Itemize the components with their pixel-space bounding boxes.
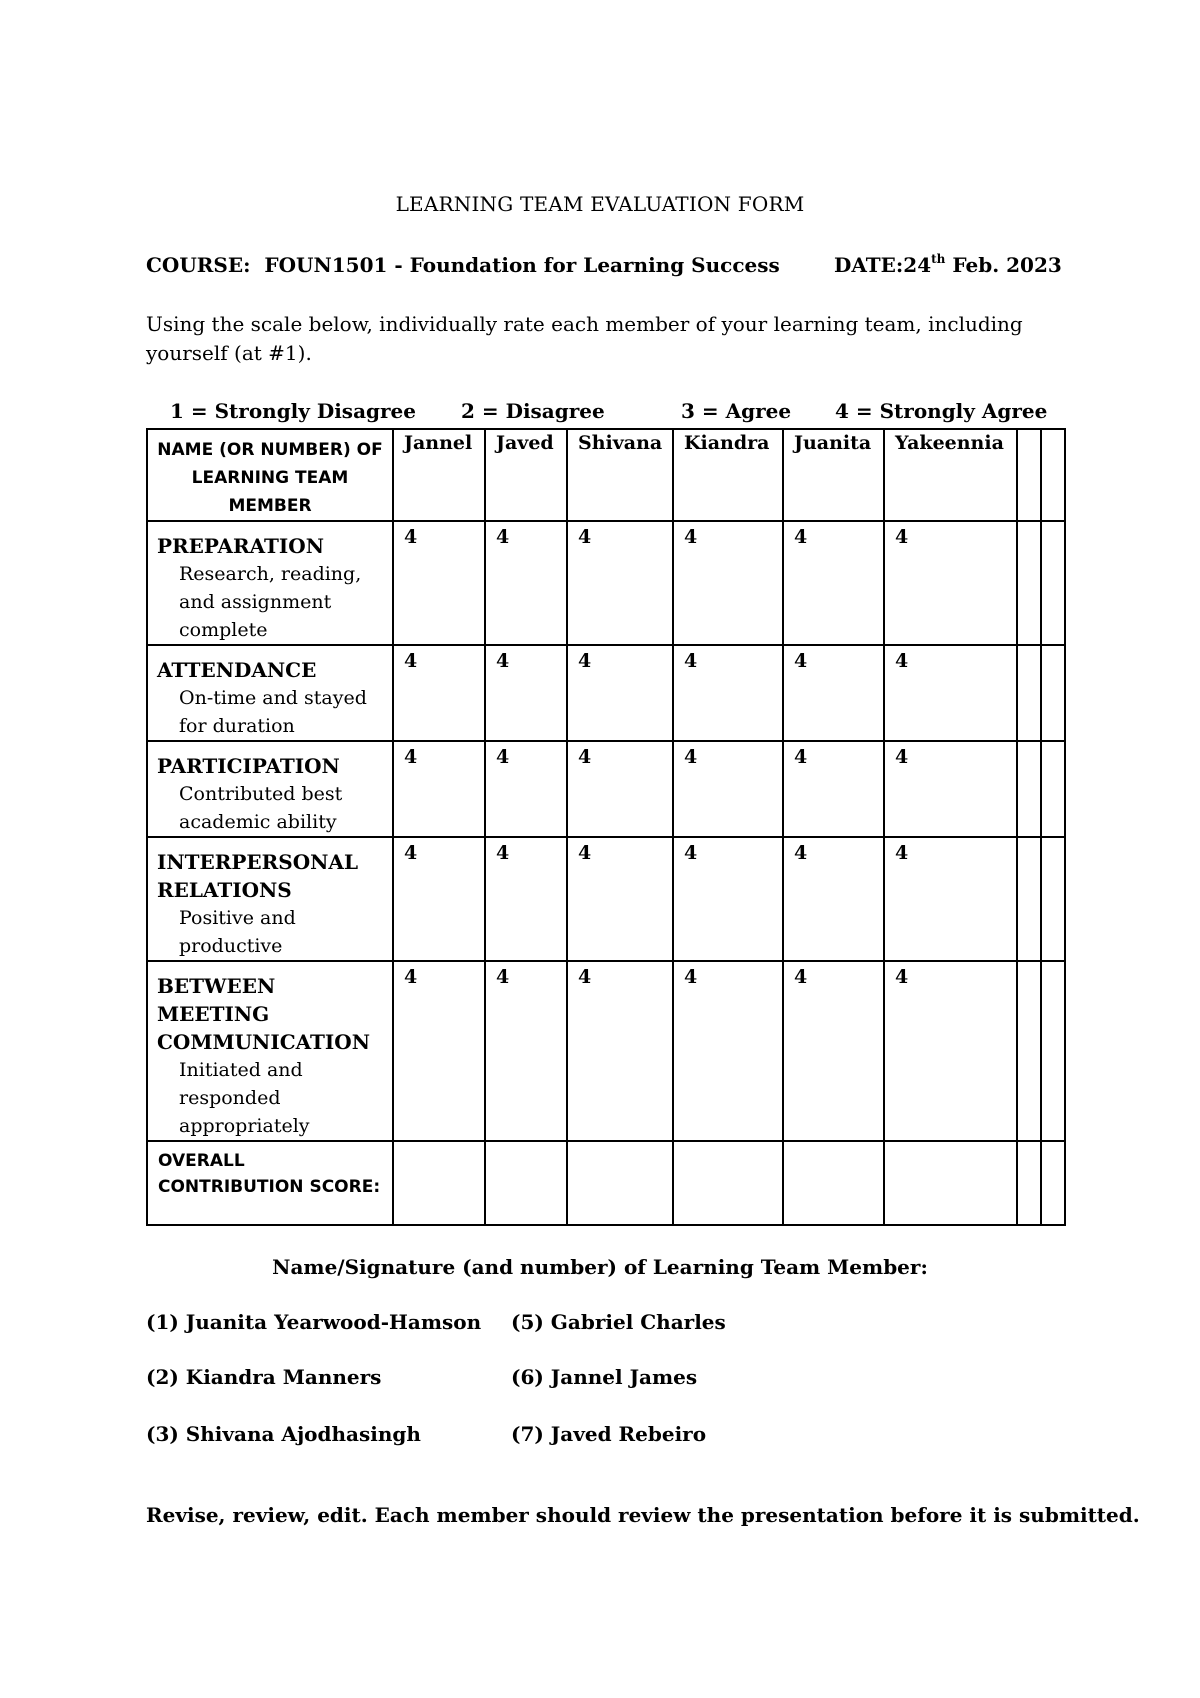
- score-cell[interactable]: 4: [485, 837, 567, 961]
- score-cell[interactable]: 4: [673, 645, 783, 741]
- score-cell[interactable]: [1017, 741, 1041, 837]
- criterion-description: Contributed best academic ability: [179, 783, 343, 833]
- date-day: 24: [903, 253, 932, 277]
- criterion-description: Research, reading, and assignment complete: [179, 563, 362, 641]
- footer-note: Revise, review, edit. Each member should review the presentation before it is submitted.: [146, 1503, 1140, 1527]
- signature-item: (2) Kiandra Manners: [146, 1365, 382, 1389]
- score-cell[interactable]: 4: [485, 645, 567, 741]
- overall-score-cell[interactable]: [884, 1141, 1017, 1225]
- score-cell[interactable]: 4: [485, 741, 567, 837]
- criteria-row: [147, 521, 1065, 645]
- score-cell[interactable]: 4: [393, 645, 485, 741]
- member-header: [1041, 429, 1065, 521]
- score-cell[interactable]: 4: [884, 741, 1017, 837]
- criterion-title: PREPARATION: [157, 534, 324, 558]
- score-cell[interactable]: 4: [393, 837, 485, 961]
- score-cell[interactable]: [1041, 961, 1065, 1141]
- overall-row: [147, 1141, 1065, 1225]
- score-cell[interactable]: 4: [783, 837, 884, 961]
- criterion-cell: [147, 645, 393, 741]
- overall-score-cell[interactable]: [1017, 1141, 1041, 1225]
- course-value: FOUN1501 - Foundation for Learning Success: [264, 253, 780, 277]
- score-cell[interactable]: 4: [567, 837, 673, 961]
- signature-heading: Name/Signature (and number) of Learning Team Member:: [272, 1255, 928, 1279]
- member-header: Jannel: [393, 429, 485, 521]
- date-line: [834, 253, 1062, 277]
- overall-score-cell[interactable]: [1041, 1141, 1065, 1225]
- score-cell[interactable]: 4: [673, 741, 783, 837]
- score-cell[interactable]: 4: [783, 521, 884, 645]
- criteria-row: [147, 645, 1065, 741]
- score-cell[interactable]: 4: [673, 837, 783, 961]
- overall-score-cell[interactable]: [783, 1141, 884, 1225]
- signature-item: (6) Jannel James: [511, 1365, 698, 1389]
- overall-score-cell[interactable]: [393, 1141, 485, 1225]
- member-header: Yakeennia: [884, 429, 1017, 521]
- score-cell[interactable]: [1017, 521, 1041, 645]
- instructions: Using the scale below, individually rate each member of your learning team, including yourself (at #1).: [146, 312, 1023, 365]
- scale-item-1: 1 = Strongly Disagree: [170, 399, 416, 423]
- score-cell[interactable]: 4: [485, 961, 567, 1141]
- score-cell[interactable]: 4: [393, 961, 485, 1141]
- scale-item-2: 2 = Disagree: [461, 399, 605, 423]
- criteria-row: [147, 837, 1065, 961]
- score-cell[interactable]: 4: [783, 741, 884, 837]
- score-cell[interactable]: [1017, 837, 1041, 961]
- score-cell[interactable]: 4: [567, 961, 673, 1141]
- score-cell[interactable]: 4: [884, 961, 1017, 1141]
- criteria-row: [147, 961, 1065, 1141]
- score-cell[interactable]: 4: [783, 961, 884, 1141]
- date-suffix: th: [931, 252, 946, 266]
- score-cell[interactable]: 4: [567, 521, 673, 645]
- signature-item: (5) Gabriel Charles: [511, 1310, 726, 1334]
- scale-item-3: 3 = Agree: [681, 399, 792, 423]
- score-cell[interactable]: 4: [673, 961, 783, 1141]
- criterion-cell: [147, 521, 393, 645]
- criterion-cell: [147, 741, 393, 837]
- criterion-description: Initiated and responded appropriately: [179, 1059, 310, 1137]
- course-line: [146, 253, 780, 277]
- overall-label: OVERALL CONTRIBUTION SCORE:: [147, 1141, 393, 1225]
- member-header: [1017, 429, 1041, 521]
- score-cell[interactable]: [1017, 645, 1041, 741]
- signature-item: (3) Shivana Ajodhasingh: [146, 1422, 421, 1446]
- criteria-row: [147, 741, 1065, 837]
- score-cell[interactable]: 4: [567, 741, 673, 837]
- signature-item: (1) Juanita Yearwood-Hamson: [146, 1310, 482, 1334]
- name-header: NAME (OR NUMBER) OF LEARNING TEAM MEMBER: [147, 429, 393, 521]
- score-cell[interactable]: 4: [783, 645, 884, 741]
- overall-score-cell[interactable]: [567, 1141, 673, 1225]
- criterion-cell: [147, 837, 393, 961]
- score-cell[interactable]: 4: [884, 837, 1017, 961]
- header-row: [147, 429, 1065, 521]
- score-cell[interactable]: 4: [485, 521, 567, 645]
- score-cell[interactable]: 4: [884, 645, 1017, 741]
- score-cell[interactable]: [1017, 961, 1041, 1141]
- score-cell[interactable]: [1041, 645, 1065, 741]
- criterion-title: BETWEEN MEETING COMMUNICATION: [157, 974, 370, 1054]
- evaluation-table: [146, 428, 1066, 1226]
- member-header: Kiandra: [673, 429, 783, 521]
- criterion-description: Positive and productive: [179, 907, 296, 957]
- scale-item-4: 4 = Strongly Agree: [835, 399, 1048, 423]
- score-cell[interactable]: 4: [393, 521, 485, 645]
- member-header: Shivana: [567, 429, 673, 521]
- criterion-title: INTERPERSONAL RELATIONS: [157, 850, 359, 902]
- form-title: LEARNING TEAM EVALUATION FORM: [395, 192, 805, 216]
- course-label: COURSE:: [146, 253, 251, 277]
- overall-score-cell[interactable]: [673, 1141, 783, 1225]
- score-cell[interactable]: [1041, 837, 1065, 961]
- score-cell[interactable]: 4: [673, 521, 783, 645]
- score-cell[interactable]: 4: [567, 645, 673, 741]
- criterion-title: PARTICIPATION: [157, 754, 340, 778]
- score-cell[interactable]: [1041, 521, 1065, 645]
- member-header: Javed: [485, 429, 567, 521]
- member-header: Juanita: [783, 429, 884, 521]
- criterion-title: ATTENDANCE: [157, 658, 317, 682]
- criterion-description: On-time and stayed for duration: [179, 687, 367, 737]
- score-cell[interactable]: [1041, 741, 1065, 837]
- date-label: DATE:: [834, 253, 904, 277]
- date-rest: Feb. 2023: [952, 253, 1062, 277]
- signature-item: (7) Javed Rebeiro: [511, 1422, 707, 1446]
- overall-score-cell[interactable]: [485, 1141, 567, 1225]
- score-cell[interactable]: 4: [393, 741, 485, 837]
- score-cell[interactable]: 4: [884, 521, 1017, 645]
- criterion-cell: [147, 961, 393, 1141]
